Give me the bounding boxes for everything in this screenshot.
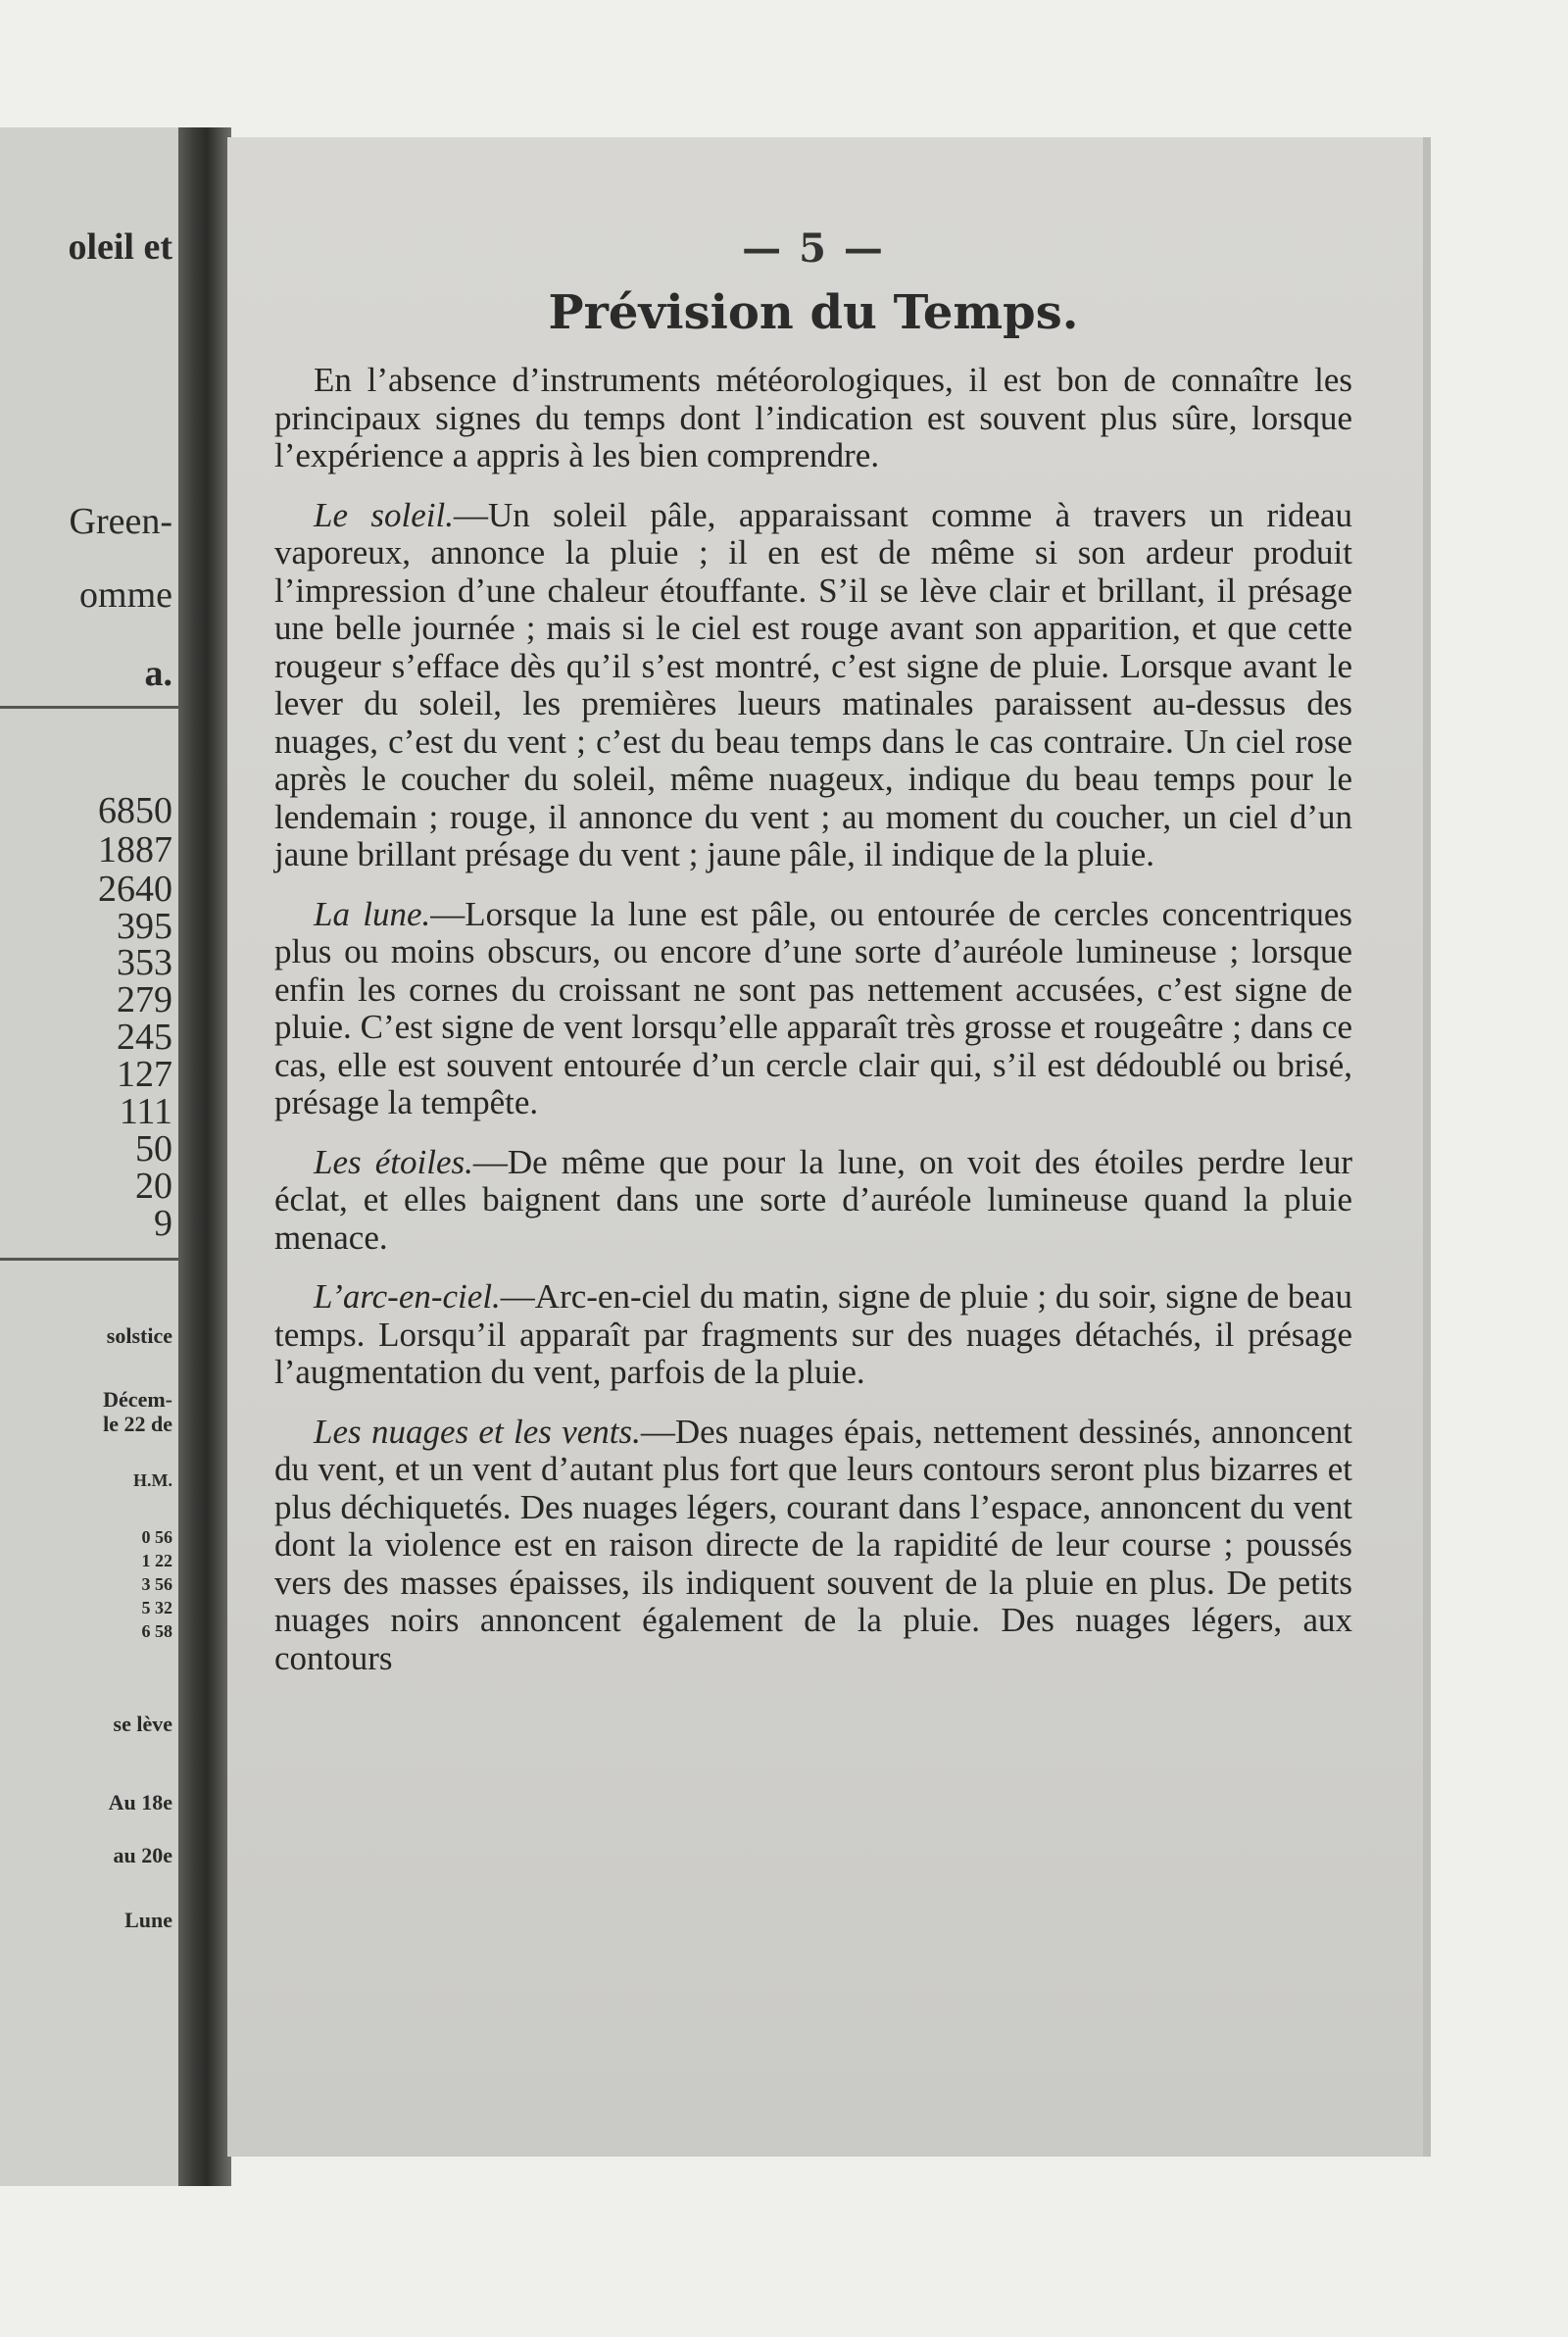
paragraph-lead: L’arc-en-ciel. — [314, 1277, 501, 1316]
left-page-text: Au 18e — [108, 1790, 172, 1815]
paragraph-lead: Les étoiles. — [314, 1142, 473, 1181]
paragraph-text: —Des nuages épais, nettement dessinés, annoncent du vent, et un vent d’autant plus fort que leurs contours seront plus bizarres et plus déchiquetés. Des nuages légers, courant dans l’espace, annoncent du vent dont la violence est en raison directe de la rapidité de leur course ; poussés vers des masses épaisses, ils indiquent souvent de la pluie en plus. De petits nuages noirs annoncent également de la pluie. Des nuages légers, aux contours — [274, 1412, 1352, 1677]
paragraph-text: —De même que pour la lune, on voit des étoiles perdre leur éclat, et elles baignent dans une sorte d’auréole lumineuse quand la pluie menace. — [274, 1142, 1353, 1257]
left-page-text: 5 32 — [141, 1598, 172, 1617]
left-page-text: H.M. — [133, 1470, 172, 1490]
paragraph — [274, 362, 1352, 475]
left-page-text: 3 56 — [141, 1574, 172, 1594]
left-page-text: le 22 de — [103, 1412, 172, 1436]
left-page-text: 111 — [119, 1091, 172, 1132]
paragraph-text: —Arc-en-ciel du matin, signe de pluie ; du soir, signe de beau temps. Lorsqu’il apparaît par fragments sur des nuages détachés, il présage l’augmentation du vent, parfois de la pluie. — [274, 1277, 1352, 1391]
paragraph — [274, 1278, 1352, 1392]
left-page-text: 353 — [117, 942, 172, 983]
left-page-rule-2 — [0, 1258, 178, 1261]
left-page-text: 50 — [135, 1128, 172, 1169]
paragraph-lead: Les nuages et les vents. — [314, 1412, 641, 1451]
left-page-text: 1 22 — [141, 1551, 172, 1570]
right-page — [227, 137, 1423, 2157]
left-page-text: a. — [144, 653, 172, 694]
left-page-text: solstice — [106, 1323, 172, 1348]
page-content — [274, 225, 1352, 1699]
left-page-text: omme — [79, 574, 172, 616]
left-page-text: oleil et — [68, 226, 172, 268]
paragraph-text: —Un soleil pâle, apparaissant comme à travers un rideau vaporeux, annonce la pluie ; il en est de même si son ardeur produit l’impression d’une chaleur étouffante. S’il se lève clair et brillant, il présage une belle journée ; mais si le ciel est rouge avant son apparition, et que cette rougeur s’efface dès qu’il s’est montré, c’est signe de pluie. Lorsque avant le lever du soleil, les premières lueurs matinales paraissent au-dessus des nuages, c’est du vent ; c’est du beau temps dans le cas contraire. Un ciel rose après le coucher du soleil, même nuageux, indique du beau temps pour le lendemain ; rouge, il annonce du vent ; au moment du coucher, un ciel d’un jaune brillant présage du vent ; jaune pâle, il indique de la pluie. — [274, 495, 1353, 873]
page-number: — 5 — — [742, 225, 885, 272]
left-page-text: au 20e — [113, 1843, 172, 1867]
paragraph-lead: La lune. — [314, 894, 431, 933]
paragraph — [274, 1414, 1352, 1678]
left-page-text: se lève — [113, 1712, 172, 1736]
left-page-text: 395 — [117, 906, 172, 947]
left-page-text: 245 — [117, 1017, 172, 1058]
book-gutter — [171, 127, 231, 2186]
paragraph-text: En l’absence d’instruments météorologiques, il est bon de connaître les principaux signes du temps dont l’indication est souvent plus sûre, lorsque l’expérience a appris à les bien comprendre. — [274, 361, 1352, 474]
left-page-text: 6 58 — [141, 1621, 172, 1641]
left-page-text: 127 — [117, 1054, 172, 1095]
left-page-rule-1 — [0, 706, 178, 709]
left-page-text: 279 — [117, 979, 172, 1020]
left-page-text: 20 — [135, 1166, 172, 1207]
paragraph-lead: Le soleil. — [314, 495, 454, 534]
left-page-text: Green- — [69, 501, 172, 542]
left-page-fragment — [0, 127, 178, 2186]
left-page-text: 2640 — [98, 869, 172, 910]
left-page-text: Lune — [124, 1908, 172, 1932]
page-title: Prévision du Temps. — [548, 285, 1079, 340]
paragraph — [274, 896, 1352, 1122]
left-page-text: 6850 — [98, 790, 172, 831]
left-page-text: 1887 — [98, 829, 172, 870]
left-page-text: 9 — [154, 1203, 172, 1244]
paragraph — [274, 497, 1352, 874]
left-page-text: Décem- — [103, 1387, 172, 1412]
paragraph — [274, 1144, 1352, 1258]
paragraph-text: —Lorsque la lune est pâle, ou entourée de cercles concentriques plus ou moins obscurs, ou encore d’une sorte d’auréole lumineuse ; lorsque enfin les cornes du croissant ne sont pas nettement accusées, c’est signe de pluie. C’est signe de vent lorsqu’elle apparaît très grosse et rougeâtre ; dans ce cas, elle est souvent entourée d’un cercle clair qui, s’il est dédoublé ou brisé, présage la tempête. — [274, 894, 1352, 1121]
left-page-text: 0 56 — [141, 1527, 172, 1547]
body-text — [274, 362, 1352, 1677]
